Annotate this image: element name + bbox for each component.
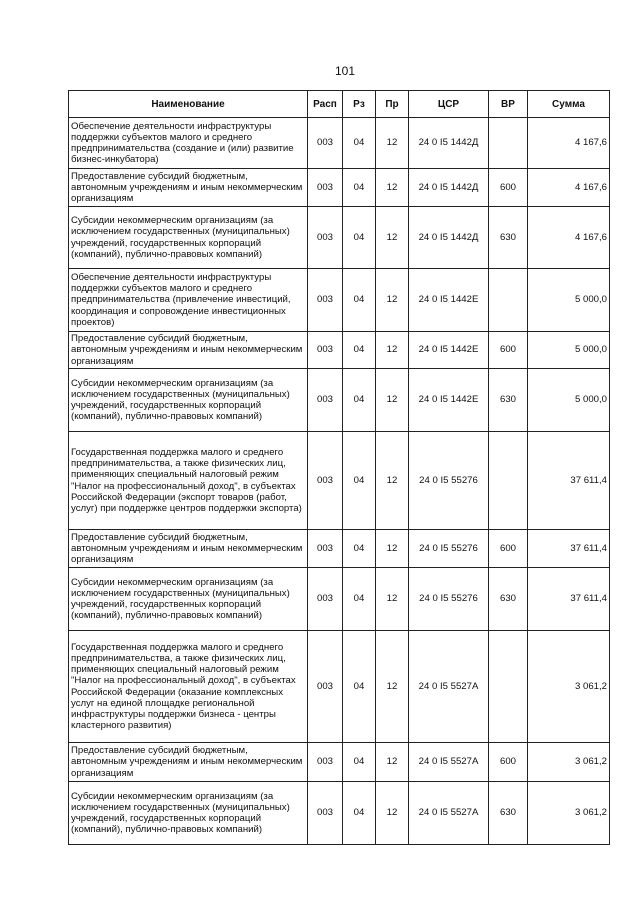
- table-row: [69, 207, 610, 269]
- row-csr: 24 0 I5 55276: [409, 568, 489, 631]
- row-rz: 04: [343, 432, 376, 530]
- column-header-sum: Сумма: [528, 91, 610, 118]
- row-pr: 12: [376, 631, 409, 743]
- row-rz: 04: [343, 332, 376, 369]
- column-header-name: Наименование: [69, 91, 308, 118]
- row-sum: 3 061,2: [528, 631, 610, 743]
- page-number: 101: [334, 64, 356, 78]
- row-rasp: 003: [308, 369, 343, 432]
- column-header-pr: Пр: [376, 91, 409, 118]
- row-name: Предоставление субсидий бюджетным, автономным учреждениям и иным некоммерческим организациям: [69, 530, 308, 568]
- row-rz: 04: [343, 568, 376, 631]
- row-sum: 3 061,2: [528, 782, 610, 845]
- row-rz: 04: [343, 743, 376, 782]
- row-csr: 24 0 I5 1442Д: [409, 169, 489, 207]
- row-rasp: 003: [308, 530, 343, 568]
- row-name: Предоставление субсидий бюджетным, автономным учреждениям и иным некоммерческим организациям: [69, 332, 308, 369]
- row-rz: 04: [343, 207, 376, 269]
- row-pr: 12: [376, 530, 409, 568]
- row-pr: 12: [376, 432, 409, 530]
- row-rz: 04: [343, 530, 376, 568]
- row-name: Субсидии некоммерческим организациям (за исключением государственных (муниципальных) учреждений, государственных корпораций (компаний), публично-правовых компаний): [69, 568, 308, 631]
- row-vr: 630: [489, 207, 528, 269]
- row-vr: 630: [489, 369, 528, 432]
- row-rasp: 003: [308, 118, 343, 169]
- row-csr: 24 0 I5 1442Е: [409, 332, 489, 369]
- row-rasp: 003: [308, 269, 343, 332]
- row-vr: 600: [489, 743, 528, 782]
- row-pr: 12: [376, 207, 409, 269]
- row-name: Государственная поддержка малого и среднего предпринимательства, а также физических лиц, применяющих специальный налоговый режим "Налог на профессиональный доход", в субъектах Российской Федерации (оказание комплексных услуг на единой площадке региональной инфраструктуры поддержки бизнеса - центры кластерного развития): [69, 631, 308, 743]
- row-rasp: 003: [308, 169, 343, 207]
- row-vr: [489, 631, 528, 743]
- row-rasp: 003: [308, 782, 343, 845]
- table-row: [69, 782, 610, 845]
- budget-table: [68, 90, 610, 845]
- row-vr: 630: [489, 568, 528, 631]
- row-sum: 4 167,6: [528, 207, 610, 269]
- table-row: [69, 530, 610, 568]
- row-rasp: 003: [308, 568, 343, 631]
- row-name: Предоставление субсидий бюджетным, автономным учреждениям и иным некоммерческим организациям: [69, 169, 308, 207]
- row-pr: 12: [376, 369, 409, 432]
- row-rasp: 003: [308, 207, 343, 269]
- row-csr: 24 0 I5 55276: [409, 432, 489, 530]
- table-row: [69, 269, 610, 332]
- row-rz: 04: [343, 782, 376, 845]
- row-sum: 4 167,6: [528, 118, 610, 169]
- table-row: [69, 369, 610, 432]
- row-vr: [489, 118, 528, 169]
- row-sum: 5 000,0: [528, 369, 610, 432]
- table-row: [69, 118, 610, 169]
- row-name: Обеспечение деятельности инфраструктуры поддержки субъектов малого и среднего предпринимательства (привлечение инвестиций, координация и сопровождение инвестиционных проектов): [69, 269, 308, 332]
- row-pr: 12: [376, 568, 409, 631]
- row-vr: 600: [489, 332, 528, 369]
- row-rz: 04: [343, 631, 376, 743]
- row-csr: 24 0 I5 5527А: [409, 782, 489, 845]
- row-name: Предоставление субсидий бюджетным, автономным учреждениям и иным некоммерческим организациям: [69, 743, 308, 782]
- row-name: Субсидии некоммерческим организациям (за исключением государственных (муниципальных) учреждений, государственных корпораций (компаний), публично-правовых компаний): [69, 782, 308, 845]
- row-pr: 12: [376, 782, 409, 845]
- row-name: Субсидии некоммерческим организациям (за исключением государственных (муниципальных) учреждений, государственных корпораций (компаний), публично-правовых компаний): [69, 207, 308, 269]
- row-sum: 37 611,4: [528, 432, 610, 530]
- row-vr: 600: [489, 169, 528, 207]
- column-header-rz: Рз: [343, 91, 376, 118]
- row-csr: 24 0 I5 55276: [409, 530, 489, 568]
- row-sum: 4 167,6: [528, 169, 610, 207]
- table-row: [69, 332, 610, 369]
- row-rz: 04: [343, 269, 376, 332]
- column-header-vr: ВР: [489, 91, 528, 118]
- row-pr: 12: [376, 269, 409, 332]
- row-name: Государственная поддержка малого и среднего предпринимательства, а также физических лиц, применяющих специальный налоговый режим "Налог на профессиональный доход", в субъектах Российской Федерации (экспорт товаров (работ, услуг) при поддержке центров поддержки экспорта): [69, 432, 308, 530]
- row-vr: 600: [489, 530, 528, 568]
- row-rasp: 003: [308, 432, 343, 530]
- column-header-rasp: Расп: [308, 91, 343, 118]
- column-header-csr: ЦСР: [409, 91, 489, 118]
- row-rasp: 003: [308, 332, 343, 369]
- row-sum: 5 000,0: [528, 269, 610, 332]
- row-rasp: 003: [308, 743, 343, 782]
- table-row: [69, 568, 610, 631]
- row-csr: 24 0 I5 1442Е: [409, 269, 489, 332]
- row-csr: 24 0 I5 5527А: [409, 743, 489, 782]
- row-vr: 630: [489, 782, 528, 845]
- row-pr: 12: [376, 332, 409, 369]
- row-vr: [489, 269, 528, 332]
- row-csr: 24 0 I5 1442Е: [409, 369, 489, 432]
- row-rasp: 003: [308, 631, 343, 743]
- row-csr: 24 0 I5 1442Д: [409, 207, 489, 269]
- table-row: [69, 631, 610, 743]
- table-row: [69, 169, 610, 207]
- table-row: [69, 743, 610, 782]
- row-csr: 24 0 I5 5527А: [409, 631, 489, 743]
- row-name: Обеспечение деятельности инфраструктуры поддержки субъектов малого и среднего предпринимательства (создание и (или) развитие бизнес-инкубатора): [69, 118, 308, 169]
- row-pr: 12: [376, 169, 409, 207]
- row-rz: 04: [343, 369, 376, 432]
- row-csr: 24 0 I5 1442Д: [409, 118, 489, 169]
- row-sum: 5 000,0: [528, 332, 610, 369]
- row-name: Субсидии некоммерческим организациям (за исключением государственных (муниципальных) учреждений, государственных корпораций (компаний), публично-правовых компаний): [69, 369, 308, 432]
- row-sum: 37 611,4: [528, 530, 610, 568]
- header-row: [69, 91, 610, 118]
- row-pr: 12: [376, 118, 409, 169]
- row-sum: 37 611,4: [528, 568, 610, 631]
- row-pr: 12: [376, 743, 409, 782]
- row-vr: [489, 432, 528, 530]
- row-sum: 3 061,2: [528, 743, 610, 782]
- row-rz: 04: [343, 169, 376, 207]
- row-rz: 04: [343, 118, 376, 169]
- table-row: [69, 432, 610, 530]
